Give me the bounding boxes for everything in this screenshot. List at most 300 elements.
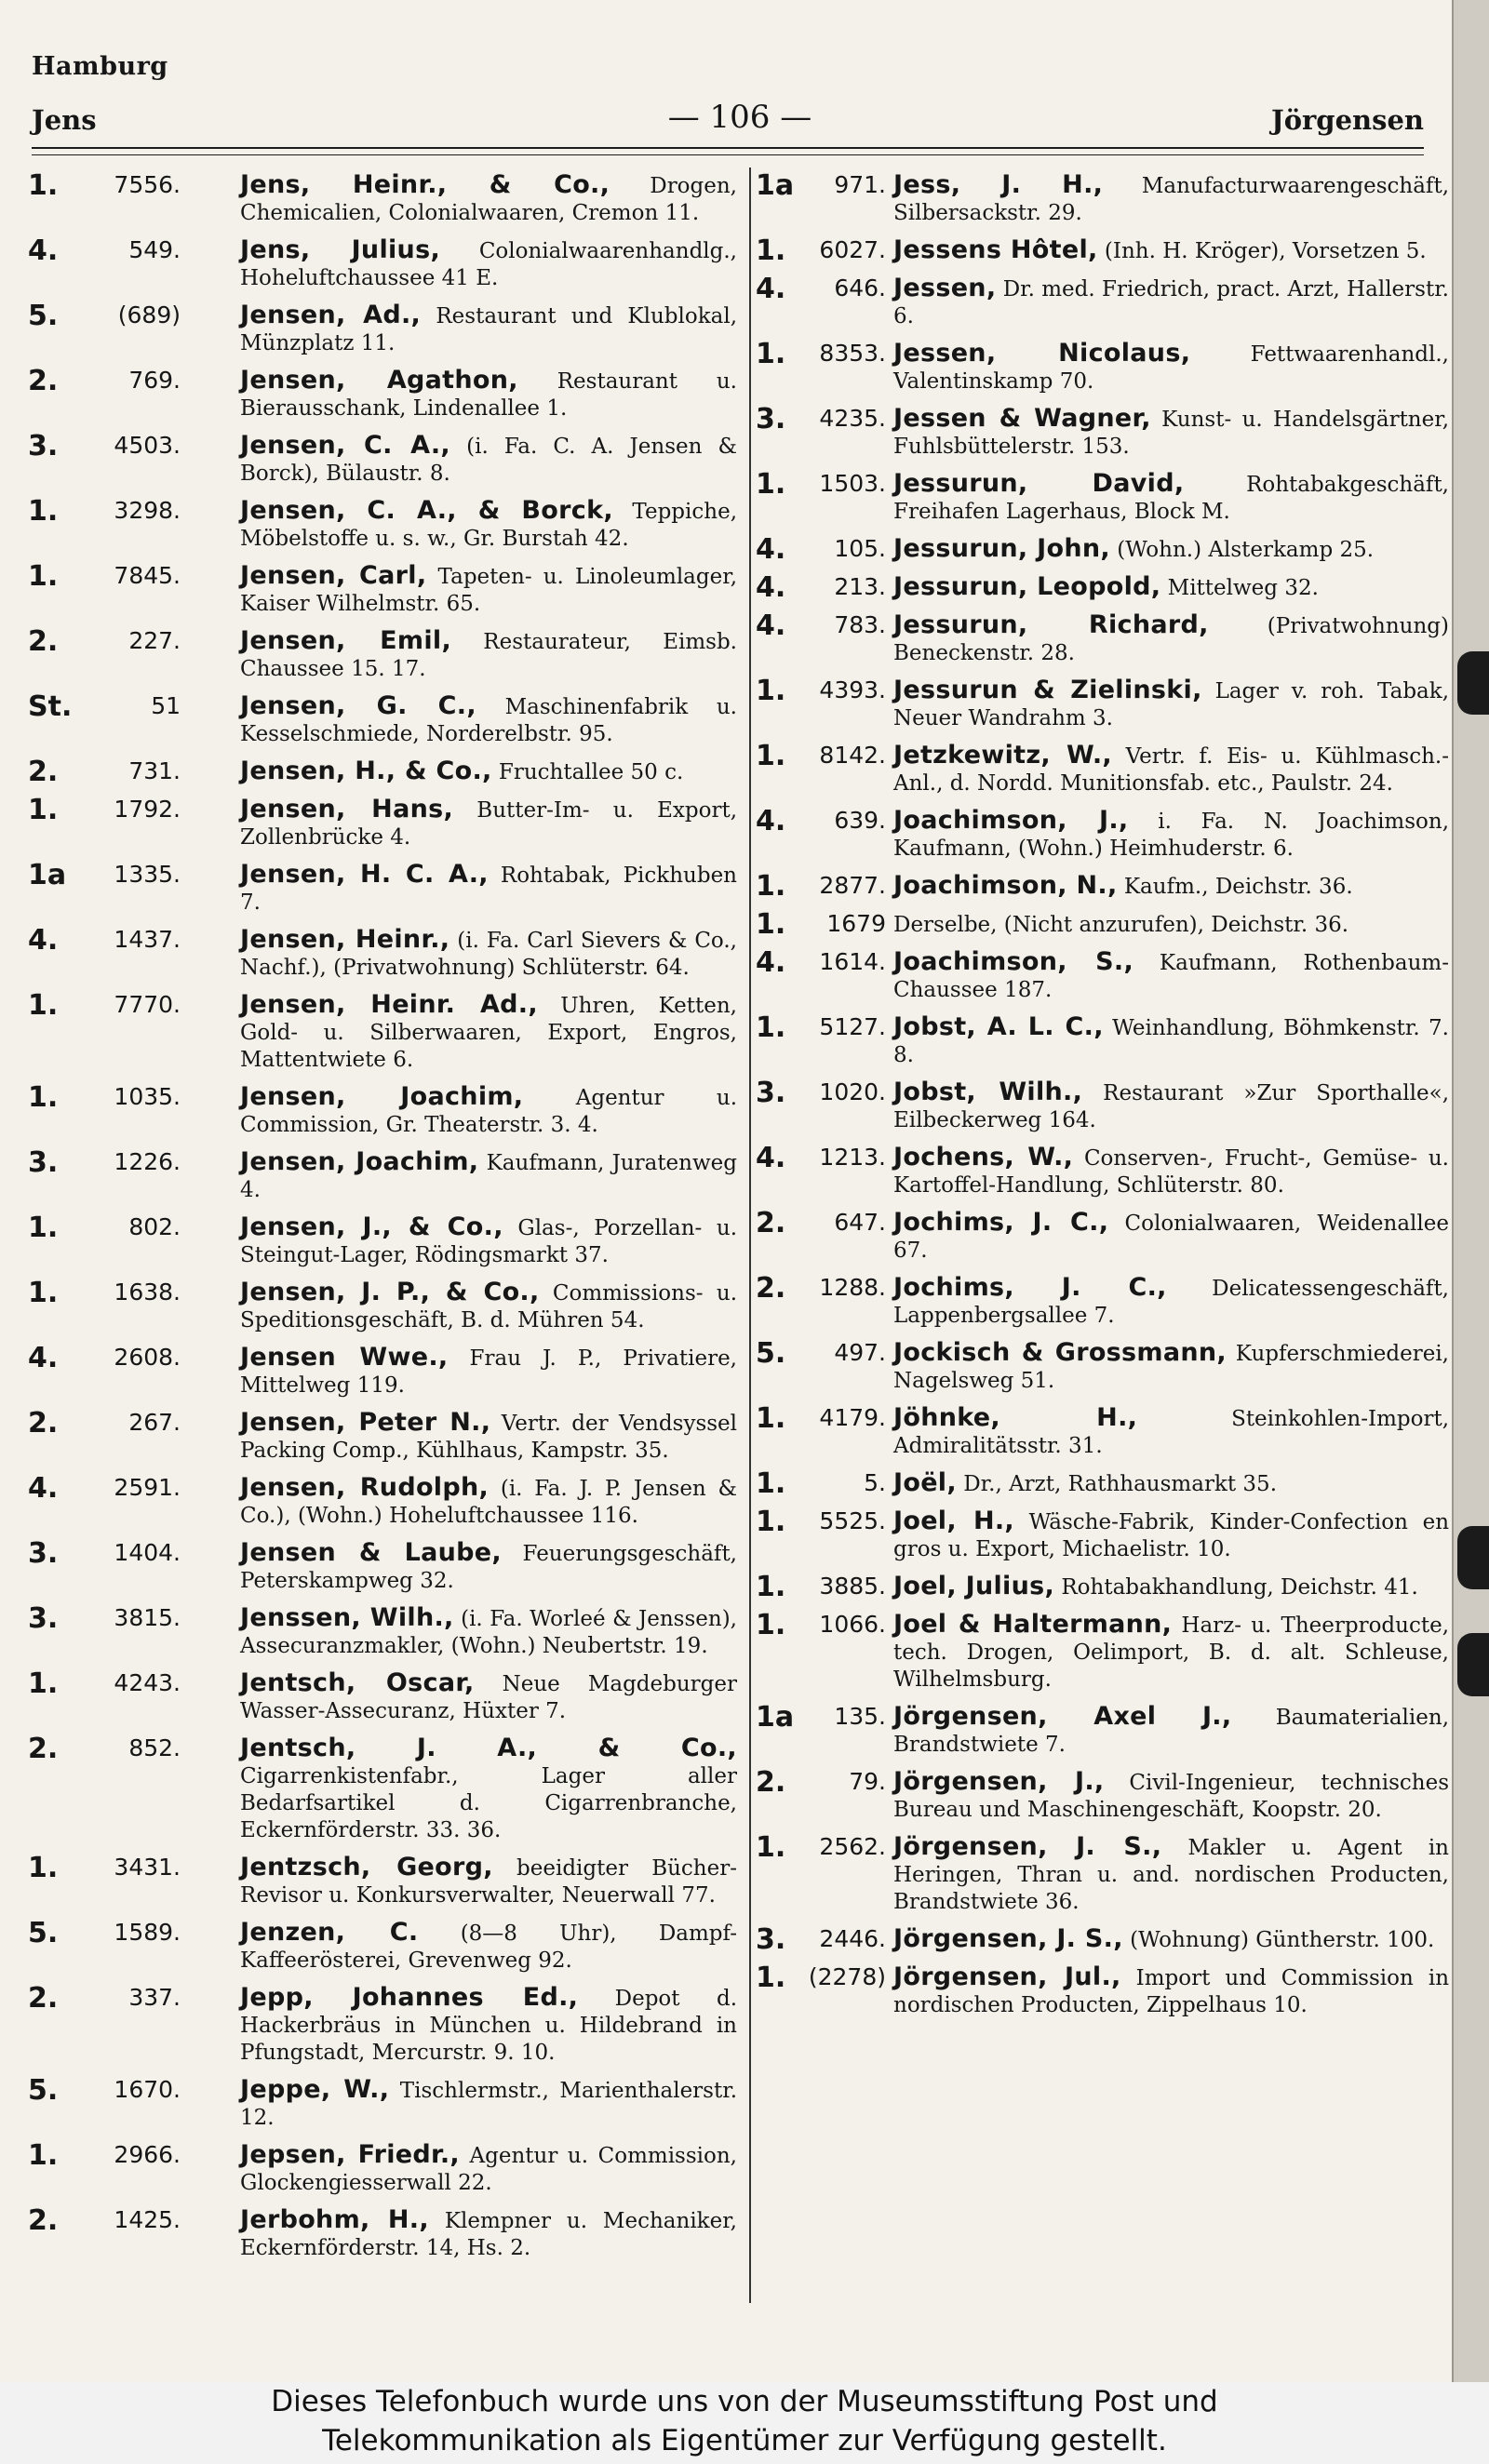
directory-entry [28, 562, 737, 618]
exchange-class: 1. [28, 1852, 59, 1884]
exchange-class: 4. [756, 273, 786, 305]
phone-number: 1226. [114, 1148, 181, 1175]
directory-entry [28, 796, 737, 851]
directory-entry [28, 1474, 737, 1530]
subscriber-details: Mittelweg 32. [1167, 576, 1319, 600]
binding-ring [1457, 1526, 1489, 1589]
directory-entry [756, 535, 1449, 564]
subscriber-details: Neue Magdeburger Wasser-Assecuranz, Hüxter 7. [240, 1672, 737, 1723]
subscriber-name: Jensen, G. C., [240, 691, 476, 720]
phone-number: 5525. [819, 1507, 886, 1534]
phone-number: 4393. [819, 676, 886, 703]
subscriber-name: Jessurun, Richard, [893, 610, 1209, 639]
directory-entry [756, 1611, 1449, 1694]
subscriber-name: Jockisch & Grossmann, [893, 1338, 1227, 1367]
subscriber-details: Agentur u. Commission, Glockengiesserwall 22. [240, 2144, 737, 2195]
phone-number: 1066. [819, 1611, 886, 1638]
exchange-class: 2. [756, 1207, 786, 1239]
directory-entry [28, 1734, 737, 1844]
subscriber-details: (Inh. H. Kröger), Vorsetzen 5. [1104, 239, 1427, 263]
exchange-class: 1a [756, 171, 795, 202]
directory-entry [28, 236, 737, 292]
phone-number: 7770. [114, 991, 181, 1018]
exchange-class: 4. [28, 924, 59, 957]
subscriber-details: (i. Fa. C. A. Jensen & Borck), Bülaustr. 8. [240, 435, 737, 486]
subscriber-name: Jensen, Joachim, [240, 1082, 524, 1111]
subscriber-name: Jepp, Johannes Ed., [240, 1983, 579, 2012]
subscriber-name: Joel & Haltermann, [893, 1610, 1173, 1639]
phone-number: 852. [128, 1734, 181, 1761]
directory-entry [28, 2206, 737, 2262]
subscriber-details: Colonialwaarenhandlg., Hoheluftchaussee 41 E. [240, 239, 737, 290]
exchange-class: 4. [756, 609, 786, 642]
subscriber-name: Jobst, Wilh., [893, 1078, 1083, 1106]
directory-entry [28, 367, 737, 422]
subscriber-name: Jensen, Hans, [240, 795, 454, 824]
phone-number: 4503. [114, 432, 181, 459]
exchange-class: 1. [756, 1962, 786, 1994]
phone-number: 1638. [114, 1279, 181, 1306]
directory-entry [28, 2076, 737, 2132]
phone-number: 783. [834, 611, 886, 638]
subscriber-details: Vertr. f. Eis- u. Kühlmasch.-Anl., d. Nordd. Munitionsfab. etc., Paulstr. 24. [893, 744, 1449, 796]
directory-entry [756, 742, 1449, 797]
exchange-class: 1. [756, 1609, 786, 1641]
phone-number: 337. [128, 1984, 181, 2011]
exchange-class: 1. [756, 234, 786, 267]
phone-number: 8142. [819, 742, 886, 769]
directory-entry [756, 611, 1449, 667]
directory-entry [756, 171, 1449, 227]
phone-number: 5. [864, 1469, 886, 1496]
exchange-class: St. [28, 690, 73, 723]
subscriber-name: Jörgensen, Axel J., [893, 1702, 1232, 1731]
subscriber-name: Jenssen, Wilh., [240, 1603, 454, 1632]
exchange-class: 5. [28, 2074, 59, 2107]
directory-entry [756, 275, 1449, 330]
subscriber-details: Derselbe, (Nicht anzurufen), Deichstr. 36. [893, 913, 1349, 937]
subscriber-name: Jenzen, C. [240, 1918, 419, 1947]
exchange-class: 2. [756, 1272, 786, 1305]
directory-entry [28, 1539, 737, 1595]
binding-ring [1457, 651, 1489, 715]
exchange-class: 4. [756, 946, 786, 979]
exchange-class: 2. [28, 365, 59, 397]
subscriber-name: Joachimson, S., [893, 947, 1134, 976]
exchange-class: 1a [28, 859, 67, 891]
subscriber-name: Jess, J. H., [893, 171, 1104, 199]
exchange-class: 1. [28, 1212, 59, 1244]
directory-entry [28, 1279, 737, 1334]
exchange-class: 1. [756, 1011, 786, 1044]
exchange-class: 3. [28, 430, 59, 462]
phone-number: 213. [834, 573, 886, 600]
directory-entry [756, 1078, 1449, 1134]
directory-entry [28, 432, 737, 488]
exchange-class: 1. [756, 338, 786, 370]
directory-entry [28, 1854, 737, 1909]
subscriber-name: Jörgensen, J., [893, 1767, 1105, 1796]
directory-entry [28, 861, 737, 917]
subscriber-details: i. Fa. N. Joachimson, Kaufmann, (Wohn.) Heimhuderstr. 6. [893, 810, 1449, 861]
exchange-class: 1. [756, 1467, 786, 1500]
subscriber-name: Jessen, Nicolaus, [893, 339, 1191, 368]
subscriber-details: Feuerungsgeschäft, Peterskampweg 32. [240, 1542, 737, 1593]
directory-entry [28, 1148, 737, 1204]
subscriber-name: Jessen, [893, 274, 997, 302]
subscriber-details: (Privatwohnung) Beneckenstr. 28. [893, 614, 1449, 665]
exchange-class: 2. [756, 1766, 786, 1799]
subscriber-name: Jentsch, Oscar, [240, 1668, 475, 1697]
subscriber-name: Jerbohm, H., [240, 2205, 429, 2234]
phone-number: 51 [151, 692, 181, 719]
subscriber-name: Jensen, C. A., & Borck, [240, 496, 613, 525]
directory-entry [28, 2141, 737, 2197]
subscriber-name: Jensen, J., & Co., [240, 1212, 503, 1241]
directory-entry [28, 1083, 737, 1139]
subscriber-details: Kaufm., Deichstr. 36. [1123, 875, 1353, 899]
subscriber-details: (8—8 Uhr), Dampf-Kaffeerösterei, Grevenweg 92. [240, 1922, 737, 1973]
directory-entry [756, 1963, 1449, 2019]
exchange-class: 1. [28, 1277, 59, 1309]
subscriber-name: Jens, Heinr., & Co., [240, 171, 610, 199]
subscriber-details: Tischlermstr., Marienthalerstr. 12. [240, 2079, 737, 2130]
subscriber-details: Dr. med. Friedrich, pract. Arzt, Hallerstr. 6. [893, 277, 1449, 328]
subscriber-details: Wäsche-Fabrik, Kinder-Confection en gros u. Export, Michaelistr. 10. [893, 1510, 1449, 1561]
phone-number: 1679 [826, 910, 886, 937]
subscriber-name: Jensen, Peter N., [240, 1408, 491, 1437]
exchange-class: 1. [756, 1506, 786, 1538]
subscriber-details: Colonialwaaren, Weidenallee 67. [893, 1212, 1449, 1263]
exchange-class: 1. [756, 675, 786, 707]
directory-entry [756, 1768, 1449, 1824]
subscriber-details: Butter-Im- u. Export, Zollenbrücke 4. [240, 798, 737, 850]
subscriber-name: Jöhnke, H., [893, 1403, 1138, 1432]
subscriber-details: (i. Fa. Worleé & Jenssen), Assecuranzmakler, (Wohn.) Neubertstr. 19. [240, 1607, 737, 1658]
exchange-class: 3. [756, 1077, 786, 1109]
subscriber-details: Restaurateur, Eimsb. Chaussee 15. 17. [240, 630, 737, 681]
subscriber-name: Joachimson, J., [893, 806, 1129, 835]
phone-number: 646. [834, 275, 886, 301]
directory-entry [28, 1344, 737, 1399]
footer-notice [0, 2382, 1489, 2464]
directory-entry [28, 991, 737, 1074]
subscriber-details: Restaurant und Klublokal, Münzplatz 11. [240, 304, 737, 355]
directory-entry [756, 236, 1449, 265]
directory-entry [756, 948, 1449, 1004]
exchange-class: 4. [28, 234, 59, 267]
subscriber-details: Klempner u. Mechaniker, Eckernförderstr. 14, Hs. 2. [240, 2209, 737, 2260]
phone-number: (689) [117, 301, 181, 328]
directory-entry [756, 807, 1449, 863]
phone-number: 1670. [114, 2076, 181, 2103]
subscriber-details: Kaufmann, Juratenweg 4. [240, 1151, 737, 1202]
directory-entry [756, 340, 1449, 395]
exchange-class: 4. [756, 571, 786, 604]
subscriber-name: Jensen, Rudolph, [240, 1473, 490, 1502]
exchange-class: 1. [756, 870, 786, 903]
subscriber-details: Steinkohlen-Import, Admiralitätsstr. 31. [893, 1407, 1449, 1458]
subscriber-name: Jensen, Joachim, [240, 1147, 479, 1176]
phone-number: 3885. [819, 1573, 886, 1600]
subscriber-details: Maschinenfabrik u. Kesselschmiede, Norderelbstr. 95. [240, 695, 737, 746]
subscriber-details: Conserven-, Frucht-, Gemüse- u. Kartoffel-Handlung, Schlüterstr. 80. [893, 1146, 1449, 1198]
exchange-class: 2. [28, 756, 59, 788]
subscriber-name: Jörgensen, J. S., [893, 1832, 1162, 1861]
exchange-class: 3. [28, 1602, 59, 1635]
left-catchword: Jens [32, 104, 97, 136]
subscriber-details: Cigarrenkistenfabr., Lager aller Bedarfsartikel d. Cigarrenbranche, Eckernförderstr. 33. 36. [240, 1764, 737, 1842]
subscriber-details: Lager v. roh. Tabak, Neuer Wandrahm 3. [893, 679, 1449, 730]
directory-entry [28, 1984, 737, 2067]
exchange-class: 3. [28, 1537, 59, 1570]
exchange-class: 1. [756, 908, 786, 941]
phone-number: 3298. [114, 497, 181, 524]
subscriber-details: Commissions- u. Speditionsgeschäft, B. d. Mühren 54. [240, 1281, 737, 1332]
exchange-class: 1. [756, 1571, 786, 1603]
directory-entry [28, 301, 737, 357]
directory-entry [28, 926, 737, 982]
directory-entry [28, 757, 737, 786]
exchange-class: 4. [28, 1472, 59, 1505]
subscriber-details: beeidigter Bücher-Revisor u. Konkursverwalter, Neuerwall 77. [240, 1856, 737, 1908]
subscriber-name: Jetzkewitz, W., [893, 741, 1112, 770]
subscriber-name: Jensen, C. A., [240, 431, 450, 460]
exchange-class: 5. [756, 1337, 786, 1370]
right-column [756, 171, 1449, 2302]
subscriber-details: Makler u. Agent in Heringen, Thran u. and. nordischen Producten, Brandstwiete 36. [893, 1836, 1449, 1914]
subscriber-name: Joël, [893, 1468, 957, 1497]
subscriber-details: Fettwaarenhandl., Valentinskamp 70. [893, 342, 1449, 394]
phone-number: 135. [834, 1703, 886, 1730]
phone-number: 497. [834, 1339, 886, 1366]
directory-entry [28, 1409, 737, 1465]
phone-number: 1035. [114, 1083, 181, 1110]
subscriber-name: Jessurun, John, [893, 534, 1110, 563]
subscriber-details: (Wohnung) Güntherstr. 100. [1130, 1928, 1435, 1952]
subscriber-details: Rohtabakgeschäft, Freihafen Lagerhaus, Block M. [893, 473, 1449, 524]
phone-number: 2446. [819, 1925, 886, 1952]
directory-entry [756, 1507, 1449, 1563]
exchange-class: 1. [28, 560, 59, 593]
exchange-class: 4. [756, 805, 786, 837]
page-number: — 106 — [667, 99, 812, 136]
left-column [28, 171, 737, 2302]
subscriber-name: Joachimson, N., [893, 871, 1118, 900]
phone-number: 3815. [114, 1604, 181, 1631]
subscriber-name: Jentzsch, Georg, [240, 1853, 493, 1881]
subscriber-details: Depot d. Hackerbräus in München u. Hildebrand in Pfungstadt, Mercurstr. 9. 10. [240, 1987, 737, 2065]
phone-number: (2278) [808, 1963, 886, 1990]
directory-entry [756, 1209, 1449, 1265]
directory-entry [756, 872, 1449, 901]
exchange-class: 2. [28, 625, 59, 658]
subscriber-details: Manufacturwaarengeschäft, Silbersackstr. 29. [893, 174, 1449, 225]
exchange-class: 1. [756, 468, 786, 501]
directory-entry [28, 1213, 737, 1269]
subscriber-details: Rohtabakhandlung, Deichstr. 41. [1061, 1575, 1418, 1600]
directory-entry [756, 1469, 1449, 1498]
phone-number: 227. [128, 627, 181, 654]
directory-entry [28, 1604, 737, 1660]
exchange-class: 2. [28, 2204, 59, 2237]
phone-number: 802. [128, 1213, 181, 1240]
exchange-class: 1. [28, 2139, 59, 2172]
subscriber-name: Jensen, Carl, [240, 561, 427, 590]
subscriber-name: Jessurun, David, [893, 469, 1185, 498]
exchange-class: 4. [756, 533, 786, 566]
subscriber-name: Jessen & Wagner, [893, 404, 1151, 433]
phone-number: 1589. [114, 1919, 181, 1946]
subscriber-name: Jessens Hôtel, [893, 235, 1098, 264]
subscriber-details: Harz- u. Theerproducte, tech. Drogen, Oelimport, B. d. alt. Schleuse, Wilhelmsburg. [893, 1614, 1449, 1692]
phone-number: 1404. [114, 1539, 181, 1566]
phone-number: 1437. [114, 926, 181, 953]
subscriber-name: Jensen, J. P., & Co., [240, 1278, 540, 1306]
subscriber-name: Jeppe, W., [240, 2075, 390, 2104]
phone-number: 1503. [819, 470, 886, 497]
subscriber-name: Jochens, W., [893, 1143, 1074, 1172]
subscriber-details: (i. Fa. Carl Sievers & Co., Nachf.), (Privatwohnung) Schlüterstr. 64. [240, 929, 737, 980]
subscriber-name: Joel, Julius, [893, 1572, 1055, 1600]
column-divider [749, 167, 751, 2303]
subscriber-name: Jochims, J. C., [893, 1208, 1109, 1237]
exchange-class: 1a [756, 1701, 795, 1734]
subscriber-name: Jörgensen, J. S., [893, 1924, 1123, 1953]
phone-number: 1213. [819, 1144, 886, 1171]
directory-entry [756, 1339, 1449, 1395]
subscriber-details: Restaurant »Zur Sporthalle«, Eilbeckerweg 164. [893, 1081, 1449, 1132]
city-heading: Hamburg [32, 52, 168, 81]
phone-number: 267. [128, 1409, 181, 1436]
phone-number: 2966. [114, 2141, 181, 2168]
subscriber-name: Jensen, Heinr., [240, 925, 450, 954]
subscriber-details: (i. Fa. J. P. Jensen & Co.), (Wohn.) Hoheluftchaussee 116. [240, 1477, 737, 1528]
directory-entry [756, 405, 1449, 461]
phone-number: 731. [128, 757, 181, 784]
subscriber-details: Frau J. P., Privatiere, Mittelweg 119. [240, 1346, 737, 1398]
subscriber-details: Uhren, Ketten, Gold- u. Silberwaaren, Export, Engros, Mattentwiete 6. [240, 994, 737, 1072]
phone-number: 769. [128, 367, 181, 394]
exchange-class: 1. [756, 740, 786, 772]
subscriber-details: Vertr. der Vendsyssel Packing Comp., Kühlhaus, Kampstr. 35. [240, 1412, 737, 1463]
phone-number: 1020. [819, 1078, 886, 1105]
directory-entry [756, 1925, 1449, 1954]
exchange-class: 4. [28, 1342, 59, 1374]
exchange-class: 3. [756, 1923, 786, 1956]
subscriber-name: Jensen, Agathon, [240, 366, 518, 395]
subscriber-details: Baumaterialien, Brandstwiete 7. [893, 1706, 1449, 1757]
subscriber-name: Jessurun & Zielinski, [893, 676, 1202, 704]
phone-number: 2591. [114, 1474, 181, 1501]
binding-ring [1457, 1633, 1489, 1696]
header-rule-thin [32, 154, 1424, 155]
exchange-class: 4. [756, 1142, 786, 1174]
subscriber-name: Jobst, A. L. C., [893, 1012, 1104, 1041]
phone-number: 647. [834, 1209, 886, 1236]
subscriber-name: Jensen, Heinr. Ad., [240, 990, 538, 1019]
exchange-class: 1. [28, 794, 59, 826]
directory-entry [756, 1404, 1449, 1460]
subscriber-name: Jens, Julius, [240, 235, 441, 264]
phone-number: 4235. [819, 405, 886, 432]
subscriber-details: (Wohn.) Alsterkamp 25. [1117, 538, 1375, 562]
subscriber-details: Kupferschmiederei, Nagelsweg 51. [893, 1342, 1449, 1393]
exchange-class: 5. [28, 300, 59, 332]
subscriber-name: Jörgensen, Jul., [893, 1962, 1121, 1991]
subscriber-name: Jochims, J. C., [893, 1273, 1167, 1302]
phone-number: 1288. [819, 1274, 886, 1301]
phone-number: 971. [834, 171, 886, 198]
exchange-class: 1. [28, 171, 59, 202]
phone-number: 2608. [114, 1344, 181, 1371]
subscriber-details: Weinhandlung, Böhmkenstr. 7. 8. [893, 1016, 1449, 1067]
right-catchword: Jörgensen [1270, 104, 1424, 136]
phone-number: 639. [834, 807, 886, 834]
directory-entry [756, 1833, 1449, 1916]
subscriber-details: Import und Commission in nordischen Producten, Zippelhaus 10. [893, 1966, 1449, 2017]
phone-number: 1335. [114, 861, 181, 888]
directory-entry [28, 1919, 737, 1975]
phone-number: 1792. [114, 796, 181, 823]
footer-line-2: Telekommunikation als Eigentümer zur Verfügung gestellt. [322, 2424, 1167, 2457]
exchange-class: 3. [28, 1146, 59, 1179]
directory-entry [756, 676, 1449, 732]
subscriber-details: Restaurant u. Bierausschank, Lindenallee 1. [240, 369, 737, 421]
subscriber-details: Rohtabak, Pickhuben 7. [240, 864, 737, 915]
exchange-class: 1. [756, 1402, 786, 1435]
directory-entry [756, 1703, 1449, 1759]
subscriber-name: Jensen Wwe., [240, 1343, 449, 1372]
exchange-class: 2. [28, 1982, 59, 2015]
phone-number: 2877. [819, 872, 886, 899]
subscriber-name: Jentsch, J. A., & Co., [240, 1734, 737, 1762]
subscriber-details: Kunst- u. Handelsgärtner, Fuhlsbüttelerstr. 153. [893, 408, 1449, 459]
subscriber-details: Drogen, Chemicalien, Colonialwaaren, Cremon 11. [240, 174, 737, 225]
directory-entry [28, 497, 737, 553]
directory-entry [28, 171, 737, 227]
footer-line-1: Dieses Telefonbuch wurde uns von der Museumsstiftung Post und [271, 2385, 1218, 2418]
subscriber-details: Civil-Ingenieur, technisches Bureau und Maschinengeschäft, Koopstr. 20. [893, 1771, 1449, 1822]
phone-number: 8353. [819, 340, 886, 367]
subscriber-name: Jensen & Laube, [240, 1538, 502, 1567]
subscriber-name: Jensen, H. C. A., [240, 860, 489, 889]
phone-number: 549. [128, 236, 181, 263]
subscriber-name: Jepsen, Friedr., [240, 2140, 460, 2169]
subscriber-details: Glas-, Porzellan- u. Steingut-Lager, Rödingsmarkt 37. [240, 1216, 737, 1267]
subscriber-details: Dr., Arzt, Rathhausmarkt 35. [963, 1472, 1278, 1496]
phone-number: 1425. [114, 2206, 181, 2233]
phone-number: 79. [849, 1768, 886, 1795]
directory-entry [756, 1573, 1449, 1601]
phone-number: 105. [834, 535, 886, 562]
subscriber-details: Delicatessengeschäft, Lappenbergsallee 7. [893, 1277, 1449, 1328]
exchange-class: 2. [28, 1407, 59, 1440]
exchange-class: 5. [28, 1917, 59, 1949]
subscriber-name: Jensen, H., & Co., [240, 757, 492, 785]
adjacent-page-edge [1452, 0, 1489, 2382]
subscriber-details: Tapeten- u. Linoleumlager, Kaiser Wilhelmstr. 65. [240, 565, 737, 616]
phone-number: 2562. [819, 1833, 886, 1860]
subscriber-details: Teppiche, Möbelstoffe u. s. w., Gr. Burstah 42. [240, 500, 737, 551]
phone-number: 4179. [819, 1404, 886, 1431]
phone-number: 4243. [114, 1669, 181, 1696]
header-rule [32, 147, 1424, 149]
directory-entry [28, 627, 737, 683]
subscriber-name: Jessurun, Leopold, [893, 572, 1161, 601]
subscriber-details: Fruchtallee 50 c. [498, 760, 684, 784]
directory-entry [28, 692, 737, 748]
